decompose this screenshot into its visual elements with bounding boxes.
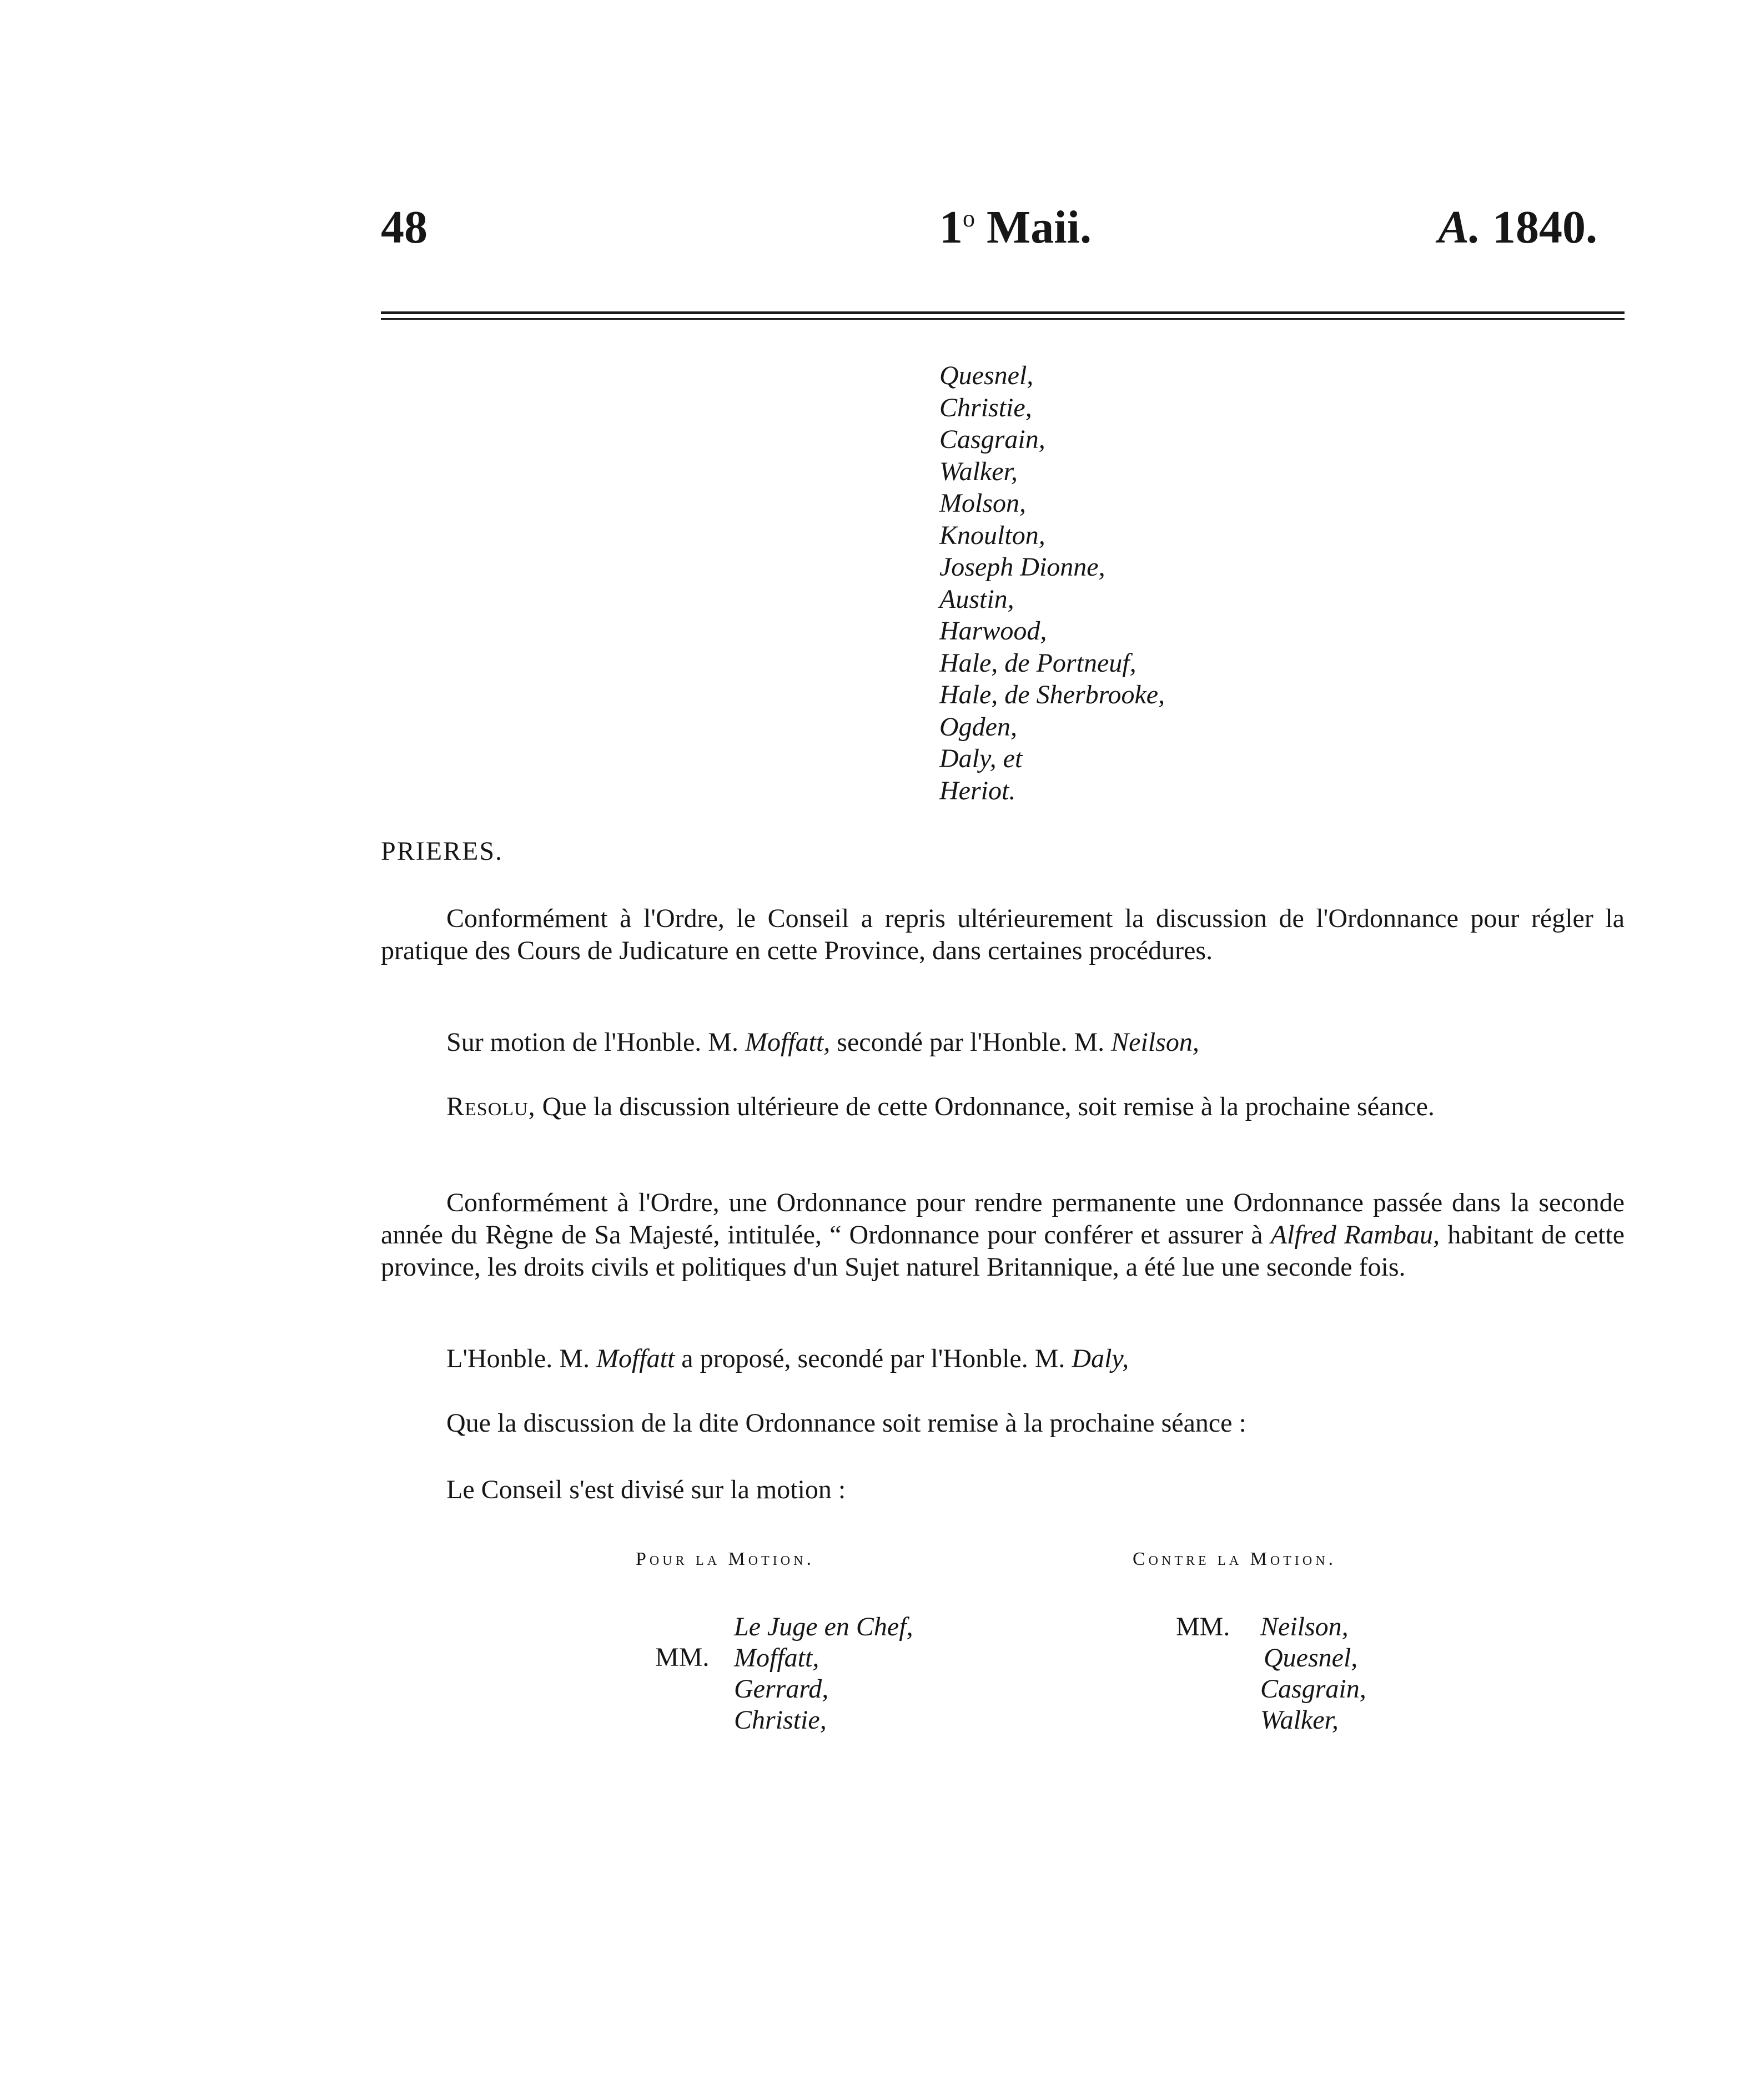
list-item: Christie, [939,392,1032,422]
resolu-text: Que la discussion ultérieure de cette Ordonnance, soit remise à la prochaine séance. [542,1092,1435,1121]
list-item: Gerrard, [734,1674,829,1704]
page-date [939,204,1092,251]
list-item: Moffatt, [734,1643,819,1673]
list-item: Christie, [734,1705,827,1735]
header-rule-top [381,311,1625,314]
page-number: 48 [381,202,428,253]
motion-mover: Moffatt [596,1344,675,1373]
list-item: Quesnel, [1264,1643,1358,1673]
list-item: Austin, [939,584,1014,614]
pour-heading: Pour la Motion. [636,1549,814,1569]
paragraph-ordonnance-pratique: Conformément à l'Ordre, le Conseil a repris ultérieurement la discussion de l'Ordonnance pour régler la pratique des Cours de Judicature en cette Province, dans certaines procédures. [381,904,1625,965]
motion-prefix: Sur motion de l'Honble. M. [446,1028,738,1057]
list-item: Casgrain, [1260,1674,1366,1704]
paragraph-text-start: Conformément à l'Ordre, une Ordonnance pour rendre permanente une Ordonnance passée dans la seconde année du Règne de Sa Majesté, intitulée, “ Ordonnance pour conférer et assurer à [381,1188,1625,1250]
motion-mover: Moffatt, [745,1028,831,1057]
list-item: Harwood, [939,616,1047,646]
list-item: Knoulton, [939,520,1045,550]
header-rule-bottom [381,318,1625,320]
resolu-label: Resolu, [446,1092,536,1121]
year-number: 1840. [1492,202,1598,253]
paragraph-text-end: habitant de cette province, les droits civils et politiques d'un Sujet naturel Britannique, a été lue une seconde fois. [381,1220,1625,1282]
date-month: Maii. [987,202,1092,253]
motion-moffatt-neilson [446,1027,1199,1057]
year-anno: A. [1438,202,1481,253]
motion-seconder: Neilson, [1111,1028,1199,1057]
paragraph-name: Alfred Rambau, [1270,1220,1440,1250]
list-item: Le Juge en Chef, [734,1612,913,1641]
list-item: Hale, de Sherbrooke, [939,680,1165,709]
paragraph-ordonnance-rambau [381,1187,1625,1283]
list-item: Walker, [939,456,1018,486]
motion-seconder: Daly, [1072,1344,1129,1373]
list-item: Ogden, [939,712,1017,742]
resolution-paragraph [381,1091,1625,1123]
list-item: Molson, [939,489,1026,518]
motion-prefix: L'Honble. M. [446,1344,590,1373]
motion-text: Que la discussion de la dite Ordonnance soit remise à la prochaine séance : [446,1408,1246,1438]
contre-names [1260,1611,1366,1736]
motion-middle: secondé par l'Honble. M. [837,1028,1105,1057]
pour-names [734,1611,913,1736]
pour-mm: MM. [655,1643,710,1672]
list-item: Neilson, [1260,1612,1349,1641]
names-list [939,360,1165,807]
list-item: Daly, et [939,744,1023,773]
list-item: Casgrain, [939,425,1045,454]
page-year [1438,204,1597,251]
date-number: 1 [939,202,963,253]
contre-mm: MM. [1176,1612,1230,1641]
list-item: Heriot. [939,775,1016,805]
list-item: Walker, [1260,1705,1339,1735]
list-item: Quesnel, [939,361,1034,390]
contre-heading: Contre la Motion. [1133,1549,1337,1569]
list-item: Joseph Dionne, [939,552,1105,582]
division-statement: Le Conseil s'est divisé sur la motion : [446,1475,846,1504]
motion-middle: a proposé, secondé par l'Honble. M. [681,1344,1065,1373]
motion-moffatt-daly [446,1343,1129,1374]
list-item: Hale, de Portneuf, [939,648,1136,678]
date-superscript: o [963,205,975,232]
prieres-heading: PRIERES. [381,837,504,866]
